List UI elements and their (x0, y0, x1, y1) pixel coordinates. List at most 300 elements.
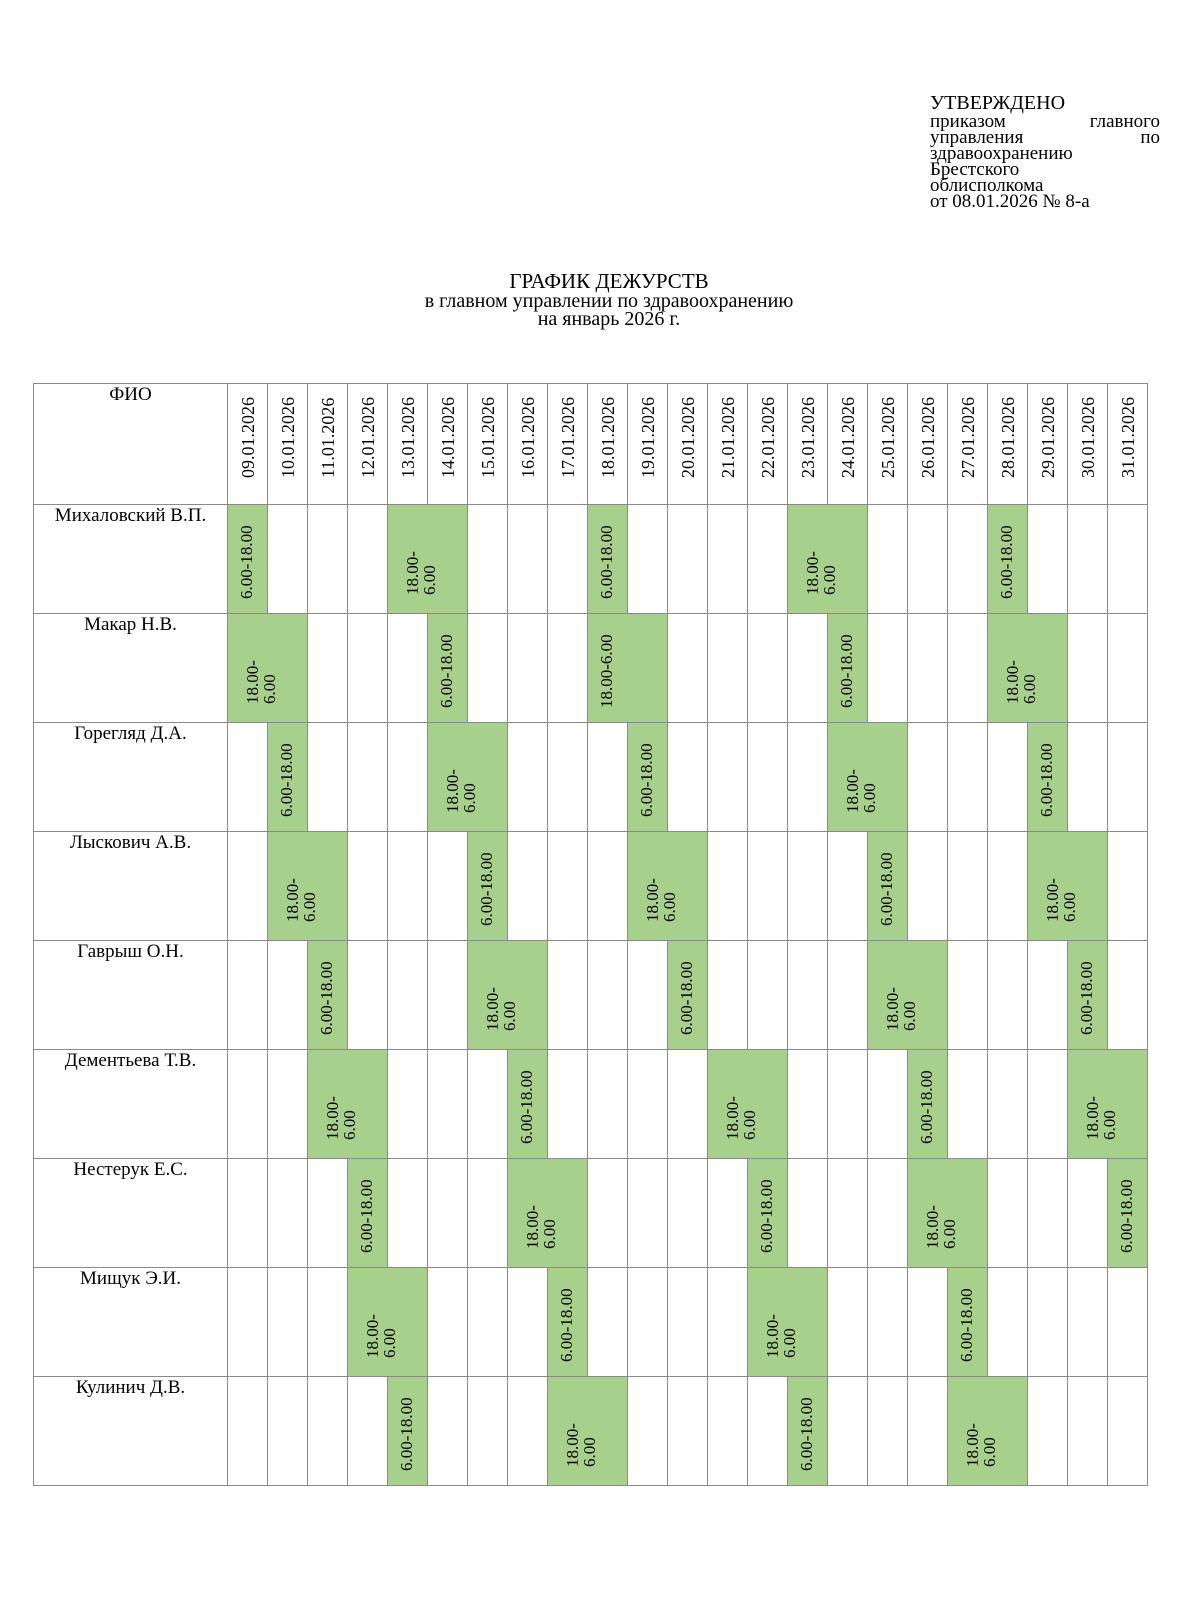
day-cell (988, 1268, 1028, 1377)
day-cell (308, 1268, 348, 1377)
day-cell (548, 723, 588, 832)
day-cell (388, 832, 428, 941)
day-cell (268, 723, 308, 832)
header-row (34, 384, 1148, 505)
shift-label: 6.00-18.00 (477, 852, 496, 926)
day-cell (1068, 1050, 1119, 1159)
day-cell (908, 1050, 948, 1159)
date-header (428, 384, 468, 505)
date-label: 19.01.2026 (637, 397, 658, 478)
day-cell (388, 1050, 428, 1159)
date-label: 11.01.2026 (317, 397, 338, 478)
schedule-row (34, 1159, 1148, 1268)
approval-line: от 08.01.2026 № 8-а (930, 191, 1090, 212)
date-label: 26.01.2026 (917, 397, 938, 478)
shift-label: 18.00- 6.00 (323, 1096, 359, 1140)
day-cell (468, 1377, 508, 1486)
day-cell (668, 614, 708, 723)
duty-shift (1028, 832, 1107, 940)
day-cell (748, 941, 788, 1050)
shift-label: 18.00- 6.00 (483, 987, 519, 1031)
day-cell (908, 1268, 948, 1377)
shift-label: 6.00-18.00 (357, 1179, 376, 1253)
day-cell (788, 505, 839, 614)
day-cell (548, 1268, 588, 1377)
day-cell (868, 832, 908, 941)
day-cell (468, 614, 508, 723)
duty-shift (988, 614, 1067, 722)
day-cell (308, 1159, 348, 1268)
day-cell (1068, 1377, 1108, 1486)
schedule-row (34, 832, 1148, 941)
shift-label: 18.00- 6.00 (843, 769, 879, 813)
day-cell (428, 1268, 468, 1377)
day-cell (908, 723, 948, 832)
day-cell (1028, 941, 1068, 1050)
shift-label: 6.00-18.00 (1077, 961, 1096, 1035)
day-cell (628, 941, 668, 1050)
date-header (348, 384, 388, 505)
document-title (0, 270, 1200, 328)
employee-name: Гаврыш О.Н. (34, 941, 228, 1050)
day-cell (548, 1050, 588, 1159)
approval-stamp (930, 92, 1160, 210)
shift-label: 6.00-18.00 (517, 1070, 536, 1144)
day-cell (628, 723, 668, 832)
day-cell (388, 1159, 428, 1268)
day-cell (228, 1268, 268, 1377)
day-cell (508, 614, 548, 723)
day-cell (948, 941, 988, 1050)
day-cell (468, 1050, 508, 1159)
day-cell (428, 723, 479, 832)
approval-line: здравоохранению (930, 143, 1073, 164)
date-header (748, 384, 788, 505)
shift-label: 6.00-18.00 (797, 1397, 816, 1471)
day-cell (828, 832, 868, 941)
duty-shift (268, 723, 307, 831)
day-cell (268, 505, 308, 614)
date-header (868, 384, 908, 505)
duty-shift (1108, 1159, 1147, 1267)
day-cell (348, 1377, 388, 1486)
day-cell (348, 614, 388, 723)
date-label: 16.01.2026 (517, 397, 538, 478)
day-cell (308, 941, 348, 1050)
date-header (508, 384, 548, 505)
shift-label: 18.00- 6.00 (243, 660, 279, 704)
duty-shift (988, 505, 1027, 613)
duty-shift (828, 723, 907, 831)
day-cell (828, 941, 868, 1050)
shift-label: 6.00-18.00 (677, 961, 696, 1035)
day-cell (508, 723, 548, 832)
day-cell (588, 941, 628, 1050)
shift-label: 18.00- 6.00 (443, 769, 479, 813)
day-cell (988, 1050, 1028, 1159)
shift-label: 18.00- 6.00 (563, 1423, 599, 1467)
day-cell (588, 832, 628, 941)
day-cell (948, 832, 988, 941)
duty-shift (588, 505, 627, 613)
day-cell (1028, 1268, 1068, 1377)
day-cell (988, 723, 1028, 832)
day-cell (468, 1268, 508, 1377)
day-cell (228, 832, 268, 941)
shift-label: 18.00- 6.00 (963, 1423, 999, 1467)
day-cell (868, 614, 908, 723)
day-cell (628, 1050, 668, 1159)
employee-name: Макар Н.В. (34, 614, 228, 723)
day-cell (468, 941, 519, 1050)
date-header (668, 384, 708, 505)
day-cell (228, 614, 279, 723)
day-cell (588, 614, 628, 723)
day-cell (868, 505, 908, 614)
day-cell (348, 1268, 399, 1377)
date-label: 14.01.2026 (437, 397, 458, 478)
day-cell (948, 1377, 999, 1486)
date-header (788, 384, 828, 505)
day-cell (868, 1159, 908, 1268)
day-cell (628, 1377, 668, 1486)
date-header (1108, 384, 1148, 505)
day-cell (268, 1159, 308, 1268)
day-cell (228, 1377, 268, 1486)
date-label: 09.01.2026 (237, 397, 258, 478)
day-cell (908, 1377, 948, 1486)
day-cell (508, 1377, 548, 1486)
day-cell (988, 1159, 1028, 1268)
day-cell (1028, 505, 1068, 614)
date-header (228, 384, 268, 505)
day-cell (828, 1159, 868, 1268)
date-label: 30.01.2026 (1077, 397, 1098, 478)
day-cell (228, 1159, 268, 1268)
date-label: 29.01.2026 (1037, 397, 1058, 478)
day-cell (628, 832, 679, 941)
shift-label: 6.00-18.00 (437, 634, 456, 708)
schedule-row (34, 1377, 1148, 1486)
day-cell (1108, 1377, 1148, 1486)
day-cell (1108, 1268, 1148, 1377)
day-cell (748, 614, 788, 723)
day-cell (1108, 614, 1148, 723)
shift-label: 18.00- 6.00 (723, 1096, 759, 1140)
schedule-row (34, 1268, 1148, 1377)
date-label: 28.01.2026 (997, 397, 1018, 478)
shift-label: 18.00- 6.00 (283, 878, 319, 922)
day-cell (788, 832, 828, 941)
day-cell (748, 1268, 799, 1377)
day-cell (508, 505, 548, 614)
duty-shift (308, 1050, 387, 1158)
shift-label: 6.00-18.00 (317, 961, 336, 1035)
day-cell (908, 505, 948, 614)
shift-label: 6.00-18.00 (917, 1070, 936, 1144)
day-cell (988, 614, 1039, 723)
employee-name: Лыскович А.В. (34, 832, 228, 941)
day-cell (908, 1159, 959, 1268)
date-label: 20.01.2026 (677, 397, 698, 478)
duty-shift (268, 832, 347, 940)
employee-name: Михаловский В.П. (34, 505, 228, 614)
duty-shift (868, 832, 907, 940)
day-cell (428, 614, 468, 723)
day-cell (668, 1050, 708, 1159)
shift-label: 18.00- 6.00 (923, 1205, 959, 1249)
duty-shift (428, 614, 467, 722)
day-cell (388, 941, 428, 1050)
day-cell (668, 1268, 708, 1377)
date-header (1068, 384, 1108, 505)
duty-shift (748, 1268, 827, 1376)
day-cell (588, 1268, 628, 1377)
day-cell (1068, 505, 1108, 614)
day-cell (828, 1377, 868, 1486)
day-cell (908, 832, 948, 941)
day-cell (748, 505, 788, 614)
shift-label: 18.00- 6.00 (763, 1314, 799, 1358)
day-cell (308, 1050, 359, 1159)
title-line-3: на январь 2026 г. (537, 308, 681, 330)
approval-title: УТВЕРЖДЕНО (930, 92, 1066, 114)
employee-name: Кулинич Д.В. (34, 1377, 228, 1486)
day-cell (708, 1159, 748, 1268)
day-cell (668, 941, 708, 1050)
day-cell (548, 505, 588, 614)
day-cell (868, 1268, 908, 1377)
duty-shift (748, 1159, 787, 1267)
day-cell (428, 1377, 468, 1486)
day-cell (708, 1268, 748, 1377)
duty-shift (228, 614, 307, 722)
day-cell (788, 1159, 828, 1268)
day-cell (1068, 614, 1108, 723)
duty-shift (468, 832, 507, 940)
day-cell (748, 723, 788, 832)
duty-shift (868, 941, 947, 1049)
day-cell (308, 505, 348, 614)
date-label: 12.01.2026 (357, 397, 378, 478)
day-cell (508, 1050, 548, 1159)
shift-label: 6.00-18.00 (997, 525, 1016, 599)
day-cell (948, 1050, 988, 1159)
day-cell (548, 941, 588, 1050)
day-cell (588, 1159, 628, 1268)
day-cell (388, 614, 428, 723)
day-cell (988, 941, 1028, 1050)
duty-shift (468, 941, 547, 1049)
day-cell (908, 614, 948, 723)
day-cell (428, 1159, 468, 1268)
date-header (468, 384, 508, 505)
date-header (828, 384, 868, 505)
date-header (988, 384, 1028, 505)
date-label: 18.01.2026 (597, 397, 618, 478)
date-header (948, 384, 988, 505)
duty-shift (948, 1268, 987, 1376)
duty-shift (708, 1050, 787, 1158)
duty-schedule-table (33, 383, 1148, 1486)
employee-name: Дементьева Т.В. (34, 1050, 228, 1159)
schedule-row (34, 505, 1148, 614)
day-cell (508, 1159, 559, 1268)
day-cell (708, 832, 748, 941)
shift-label: 6.00-18.00 (877, 852, 896, 926)
date-label: 21.01.2026 (717, 397, 738, 478)
day-cell (988, 832, 1028, 941)
title-line-1: ГРАФИК ДЕЖУРСТВ (509, 269, 709, 293)
day-cell (508, 832, 548, 941)
shift-label: 6.00-18.00 (1117, 1179, 1136, 1253)
duty-shift (428, 723, 507, 831)
shift-label: 6.00-18.00 (237, 525, 256, 599)
duty-shift (788, 1377, 827, 1485)
shift-label: 6.00-18.00 (557, 1288, 576, 1362)
approval-line: облисполкома (930, 175, 1044, 196)
day-cell (388, 505, 439, 614)
title-line-2: в главном управлении по здравоохранению (424, 290, 794, 312)
shift-label: 6.00-18.00 (957, 1288, 976, 1362)
day-cell (228, 723, 268, 832)
duty-shift (908, 1159, 987, 1267)
day-cell (948, 1268, 988, 1377)
day-cell (628, 1159, 668, 1268)
duty-shift (548, 1268, 587, 1376)
day-cell (1068, 723, 1108, 832)
shift-label: 18.00-6.00 (597, 634, 616, 708)
day-cell (268, 832, 319, 941)
day-cell (388, 723, 428, 832)
employee-name: Горегляд Д.А. (34, 723, 228, 832)
duty-shift (548, 1377, 627, 1485)
day-cell (868, 941, 919, 1050)
date-header (628, 384, 668, 505)
day-cell (428, 1050, 468, 1159)
day-cell (748, 1159, 788, 1268)
duty-shift (348, 1268, 427, 1376)
shift-label: 18.00- 6.00 (1043, 878, 1079, 922)
day-cell (268, 1268, 308, 1377)
shift-label: 18.00- 6.00 (363, 1314, 399, 1358)
shift-label: 18.00- 6.00 (1003, 660, 1039, 704)
day-cell (428, 941, 468, 1050)
day-cell (1028, 1050, 1068, 1159)
day-cell (668, 723, 708, 832)
day-cell (588, 505, 628, 614)
day-cell (748, 832, 788, 941)
duty-shift (508, 1050, 547, 1158)
day-cell (348, 1159, 388, 1268)
day-cell (828, 614, 868, 723)
day-cell (948, 505, 988, 614)
duty-shift (388, 505, 467, 613)
shift-label: 6.00-18.00 (637, 743, 656, 817)
day-cell (1028, 832, 1079, 941)
day-cell (548, 614, 588, 723)
day-cell (548, 832, 588, 941)
duty-shift (948, 1377, 1027, 1485)
day-cell (388, 1377, 428, 1486)
day-cell (868, 1050, 908, 1159)
day-cell (548, 1377, 599, 1486)
day-cell (268, 1050, 308, 1159)
day-cell (468, 505, 508, 614)
fio-header: ФИО (34, 384, 228, 505)
day-cell (348, 941, 388, 1050)
day-cell (1108, 832, 1148, 941)
day-cell (1108, 1159, 1148, 1268)
day-cell (788, 1050, 828, 1159)
day-cell (708, 723, 748, 832)
duty-shift (628, 832, 707, 940)
date-label: 22.01.2026 (757, 397, 778, 478)
day-cell (628, 505, 668, 614)
day-cell (828, 723, 879, 832)
duty-shift (1068, 1050, 1147, 1158)
day-cell (348, 832, 388, 941)
day-cell (948, 614, 988, 723)
date-label: 27.01.2026 (957, 397, 978, 478)
date-label: 23.01.2026 (797, 397, 818, 478)
shift-label: 6.00-18.00 (757, 1179, 776, 1253)
date-label: 24.01.2026 (837, 397, 858, 478)
day-cell (1068, 1159, 1108, 1268)
day-cell (828, 1268, 868, 1377)
day-cell (988, 505, 1028, 614)
date-label: 10.01.2026 (277, 397, 298, 478)
day-cell (308, 614, 348, 723)
day-cell (708, 1377, 748, 1486)
duty-shift (508, 1159, 587, 1267)
day-cell (588, 1050, 628, 1159)
shift-label: 18.00- 6.00 (403, 551, 439, 595)
duty-shift (348, 1159, 387, 1267)
duty-shift (1028, 723, 1067, 831)
duty-shift (668, 941, 707, 1049)
shift-label: 6.00-18.00 (1037, 743, 1056, 817)
date-header (588, 384, 628, 505)
day-cell (708, 614, 748, 723)
day-cell (1108, 723, 1148, 832)
schedule-row (34, 1050, 1148, 1159)
approval-line: Брестского (930, 159, 1020, 180)
day-cell (1068, 1268, 1108, 1377)
day-cell (1028, 723, 1068, 832)
day-cell (428, 832, 468, 941)
duty-shift (228, 505, 267, 613)
day-cell (868, 1377, 908, 1486)
duty-shift (828, 614, 867, 722)
day-cell (1028, 1377, 1068, 1486)
employee-name: Мищук Э.И. (34, 1268, 228, 1377)
day-cell (228, 505, 268, 614)
date-header (388, 384, 428, 505)
day-cell (788, 723, 828, 832)
day-cell (348, 723, 388, 832)
shift-label: 18.00- 6.00 (1083, 1096, 1119, 1140)
day-cell (668, 1159, 708, 1268)
day-cell (308, 723, 348, 832)
day-cell (228, 941, 268, 1050)
approval-line: управления по (930, 127, 1160, 148)
date-header (708, 384, 748, 505)
day-cell (1108, 941, 1148, 1050)
shift-label: 6.00-18.00 (837, 634, 856, 708)
date-label: 31.01.2026 (1117, 397, 1138, 478)
date-header (1028, 384, 1068, 505)
